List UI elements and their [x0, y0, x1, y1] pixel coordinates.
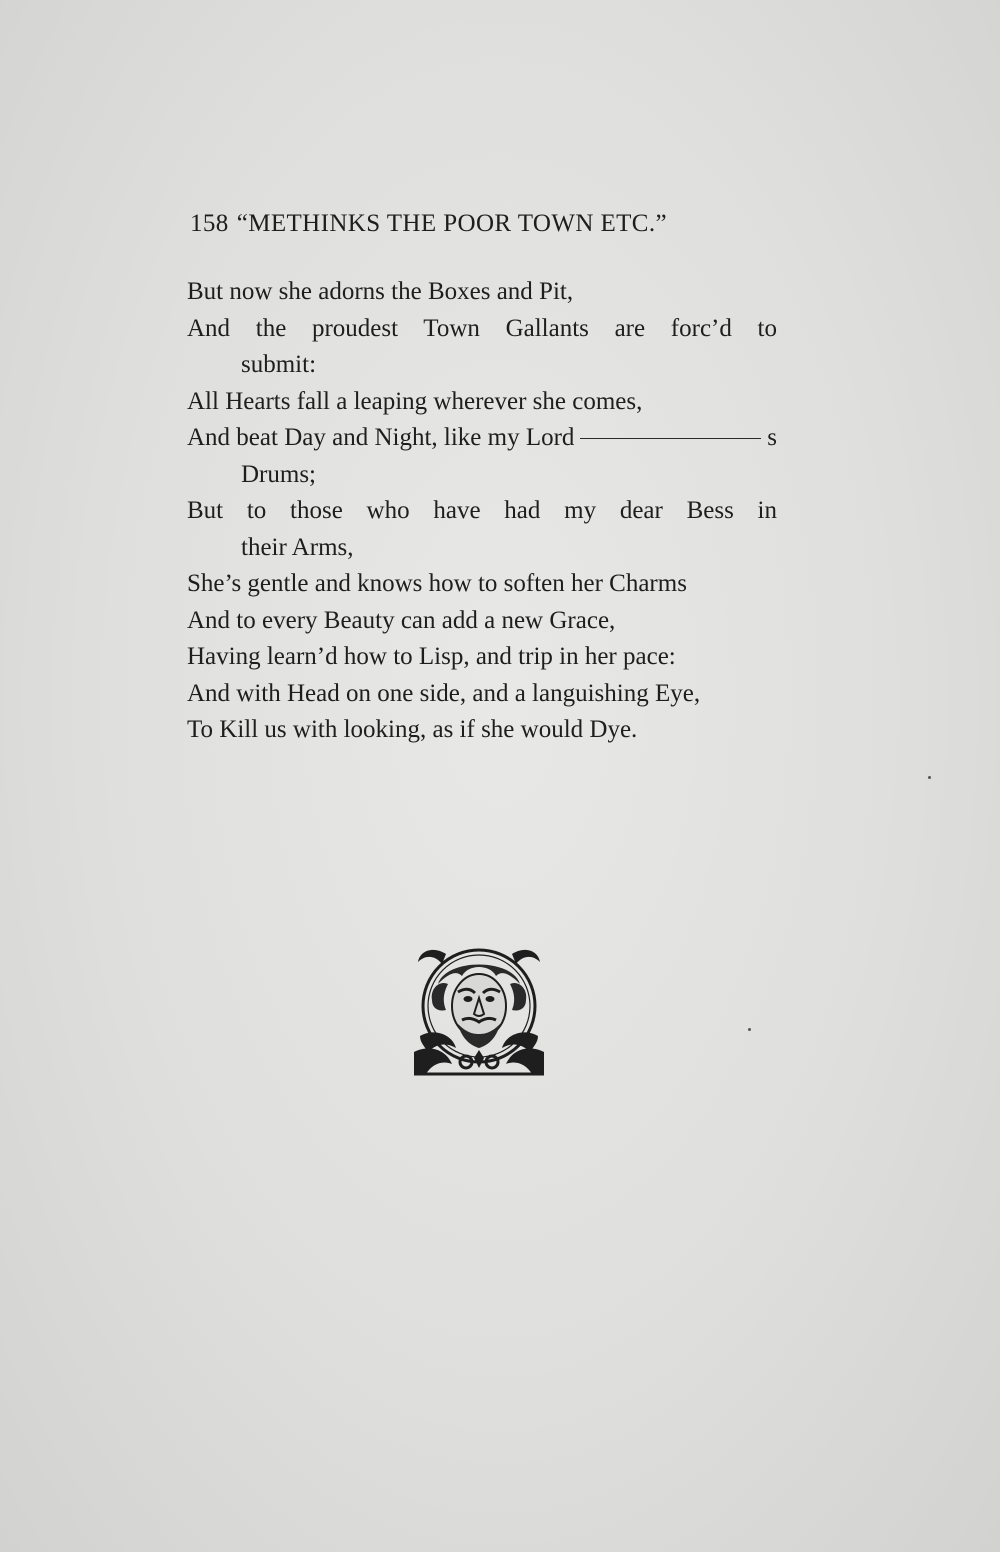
- verse-line-text: And beat Day and Night, like my Lord: [187, 424, 575, 451]
- running-title: “METHINKS THE POOR TOWN ETC.”: [236, 210, 668, 237]
- verse-line: And the proudest Town Gallants are forc’d to: [187, 314, 777, 342]
- verse-line: But to those who have had my dear Bess in: [187, 497, 777, 524]
- verse-line: And with Head on one side, and a languishing Eye,: [187, 679, 701, 707]
- green-man-mask-icon: [412, 940, 546, 1076]
- running-header: [190, 210, 780, 238]
- verse-line: She’s gentle and knows how to soften her Charms: [187, 570, 687, 597]
- verse-line-continuation: Drums;: [241, 460, 316, 488]
- paper-speck: [928, 776, 931, 779]
- verse-line: To Kill us with looking, as if she would Dye.: [187, 716, 638, 743]
- verse-line: Having learn’d how to Lisp, and trip in her pace:: [187, 643, 676, 670]
- verse-line: All Hearts fall a leaping wherever she comes,: [187, 387, 643, 415]
- em-rule: [580, 438, 761, 440]
- verse-block: [187, 274, 777, 749]
- verse-line-continuation: submit:: [241, 351, 317, 378]
- page-number: 158: [190, 210, 229, 237]
- verse-line: But now she adorns the Boxes and Pit,: [187, 278, 574, 305]
- verse-line-continuation: their Arms,: [241, 533, 354, 561]
- verse-line-suffix: s: [767, 424, 777, 451]
- verse-line: [187, 420, 777, 457]
- verse-line: And to every Beauty can add a new Grace,: [187, 606, 616, 634]
- paper-speck: [748, 1028, 751, 1031]
